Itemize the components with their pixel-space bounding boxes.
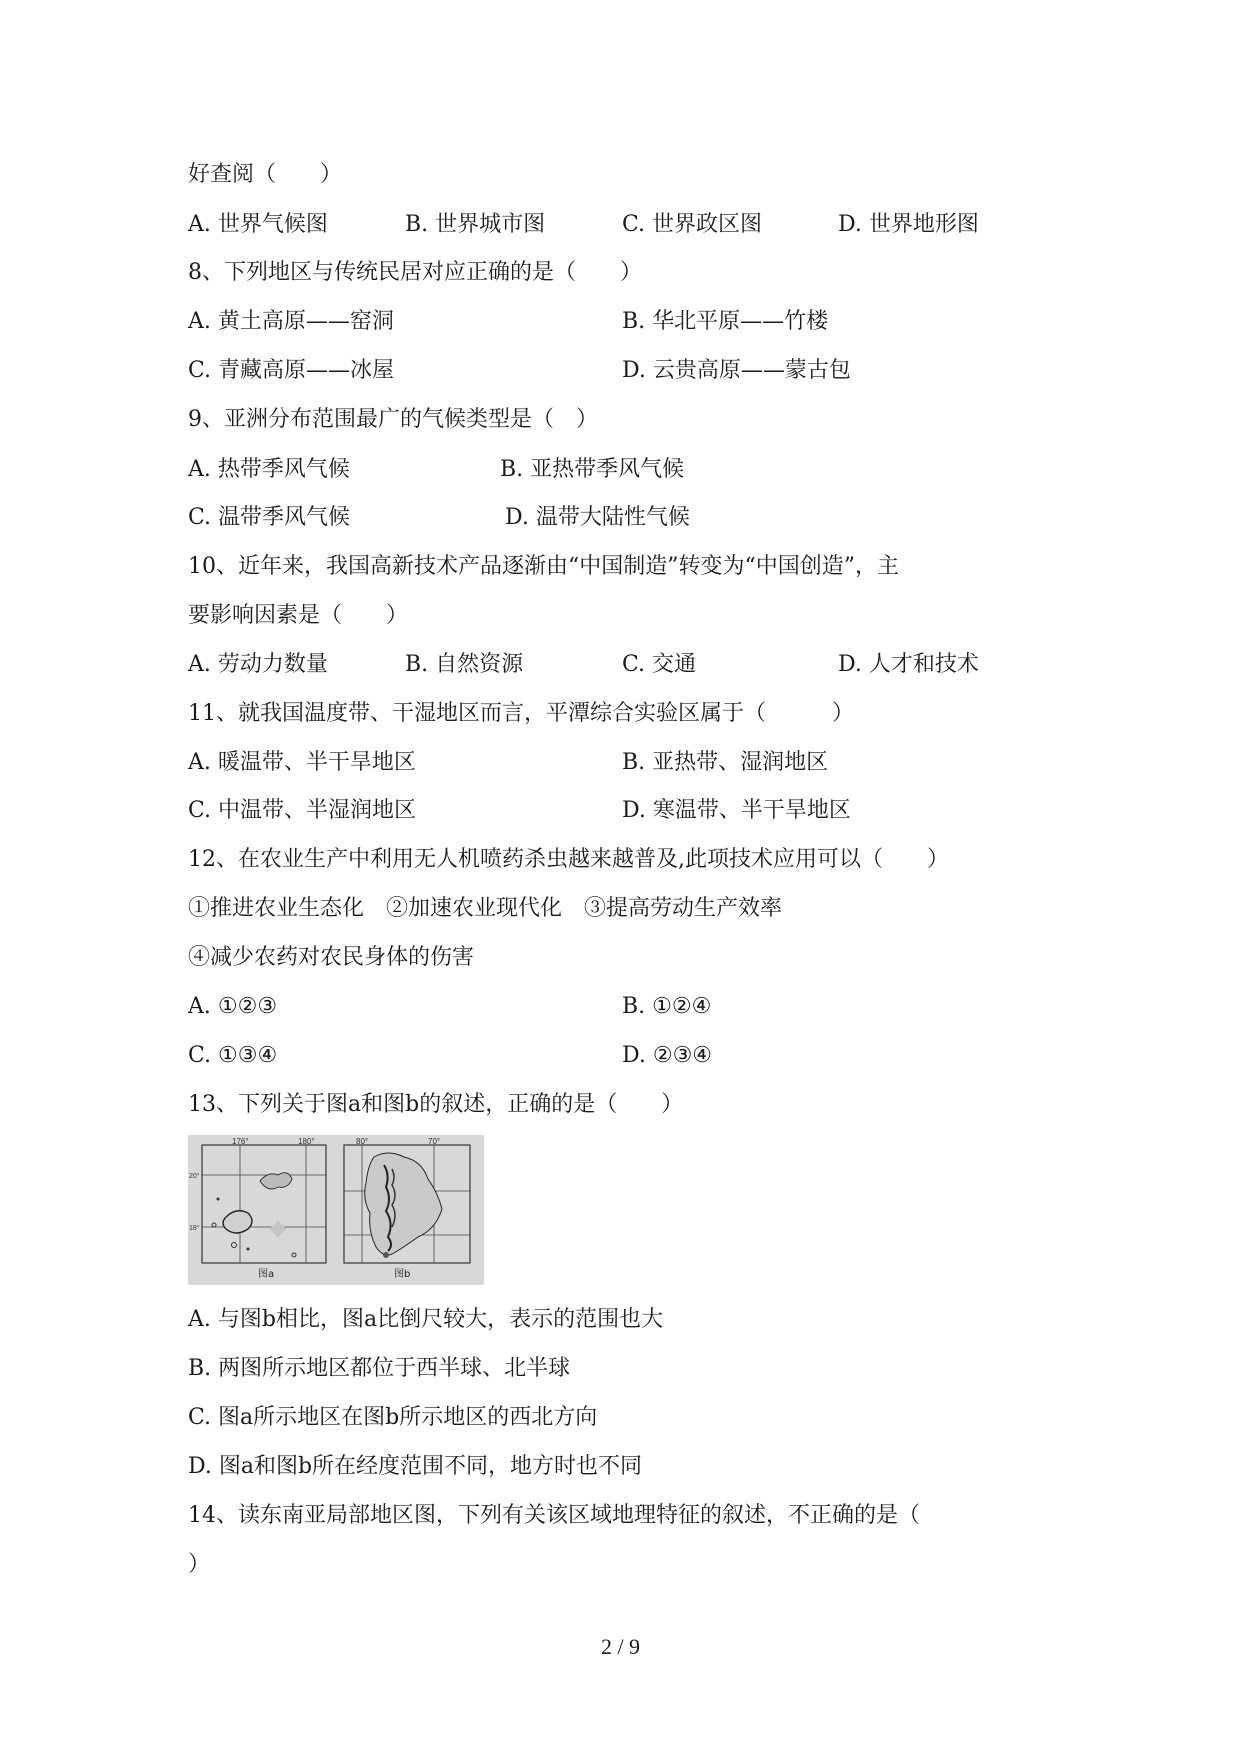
q8-option-c: C. 青藏高原——冰屋: [188, 358, 395, 383]
q12-option-a: A. ①②③: [188, 994, 278, 1019]
q13-option-d: D. 图a和图b所在经度范围不同，地方时也不同: [188, 1454, 643, 1479]
q9-option-b: B. 亚热带季风气候: [500, 457, 685, 482]
question-12-stem: 12、在农业生产中利用无人机喷药杀虫越来越普及,此项技术应用可以（ ）: [188, 847, 949, 872]
map-a: [189, 1137, 326, 1280]
question-10-stem-line1: 10、近年来，我国高新技术产品逐渐由“中国制造”转变为“中国创造”，主: [188, 554, 899, 579]
q9-option-d: D. 温带大陆性气候: [505, 505, 690, 530]
q13-option-a: A. 与图b相比，图a比倒尺较大，表示的范围也大: [188, 1307, 664, 1332]
q10-option-b: B. 自然资源: [405, 652, 524, 677]
question-9-stem: 9、亚洲分布范围最广的气候类型是（ ）: [188, 407, 598, 432]
question-8-stem: 8、下列地区与传统民居对应正确的是（ ）: [188, 260, 642, 285]
map-a-lon-label-1: 176°: [232, 1137, 249, 1146]
q9-option-a: A. 热带季风气候: [188, 457, 350, 482]
q12-option-d: D. ②③④: [622, 1043, 713, 1068]
map-a-lat-label-2: 18°: [189, 1225, 200, 1232]
question-7-tail: 好查阅（ ）: [188, 162, 343, 187]
question-14-stem-line1: 14、读东南亚局部地区图，下列有关该区域地理特征的叙述，不正确的是（: [188, 1503, 920, 1528]
map-figure-svg: [188, 1135, 484, 1285]
map-a-caption: 图a: [258, 1269, 275, 1280]
question-11-stem: 11、就我国温度带、干湿地区而言，平潭综合实验区属于（ ）: [188, 701, 854, 726]
map-b-lon-label-1: 80°: [356, 1137, 369, 1146]
map-b: [344, 1137, 470, 1280]
map-figure: [188, 1135, 484, 1285]
page-number: 2 / 9: [600, 1634, 641, 1659]
q13-option-b: B. 两图所示地区都位于西半球、北半球: [188, 1356, 571, 1381]
q10-option-d: D. 人才和技术: [838, 652, 979, 677]
q12-option-c: C. ①③④: [188, 1043, 278, 1068]
q9-option-c: C. 温带季风气候: [188, 505, 351, 530]
q7-option-b: B. 世界城市图: [405, 212, 546, 237]
question-10-stem-line2: 要影响因素是（ ）: [188, 603, 409, 628]
q10-option-a: A. 劳动力数量: [188, 652, 328, 677]
question-12-items-line2: ④减少农药对农民身体的伤害: [188, 945, 475, 970]
q7-option-d: D. 世界地形图: [838, 212, 979, 237]
q11-option-c: C. 中温带、半湿润地区: [188, 798, 417, 823]
q11-option-d: D. 寒温带、半干旱地区: [622, 798, 851, 823]
map-a-lat-label-1: 20°: [189, 1173, 200, 1180]
q8-option-b: B. 华北平原——竹楼: [622, 309, 829, 334]
question-13-stem: 13、下列关于图a和图b的叙述，正确的是（ ）: [188, 1092, 684, 1117]
q8-option-a: A. 黄土高原——窑洞: [188, 309, 394, 334]
q11-option-b: B. 亚热带、湿润地区: [622, 750, 829, 775]
map-b-lon-label-2: 70°: [428, 1137, 441, 1146]
q11-option-a: A. 暖温带、半干旱地区: [188, 750, 416, 775]
map-b-caption: 图b: [394, 1269, 411, 1280]
q12-option-b: B. ①②④: [622, 994, 712, 1019]
map-a-lon-label-2: 180°: [298, 1137, 315, 1146]
question-12-items-line1: ①推进农业生态化 ②加速农业现代化 ③提高劳动生产效率: [188, 896, 783, 921]
q10-option-c: C. 交通: [622, 652, 697, 677]
q7-option-a: A. 世界气候图: [188, 212, 328, 237]
q8-option-d: D. 云贵高原——蒙古包: [622, 358, 851, 383]
question-14-stem-line2: ）: [188, 1552, 211, 1577]
q7-option-c: C. 世界政区图: [622, 212, 763, 237]
q13-option-c: C. 图a所示地区在图b所示地区的西北方向: [188, 1405, 598, 1430]
